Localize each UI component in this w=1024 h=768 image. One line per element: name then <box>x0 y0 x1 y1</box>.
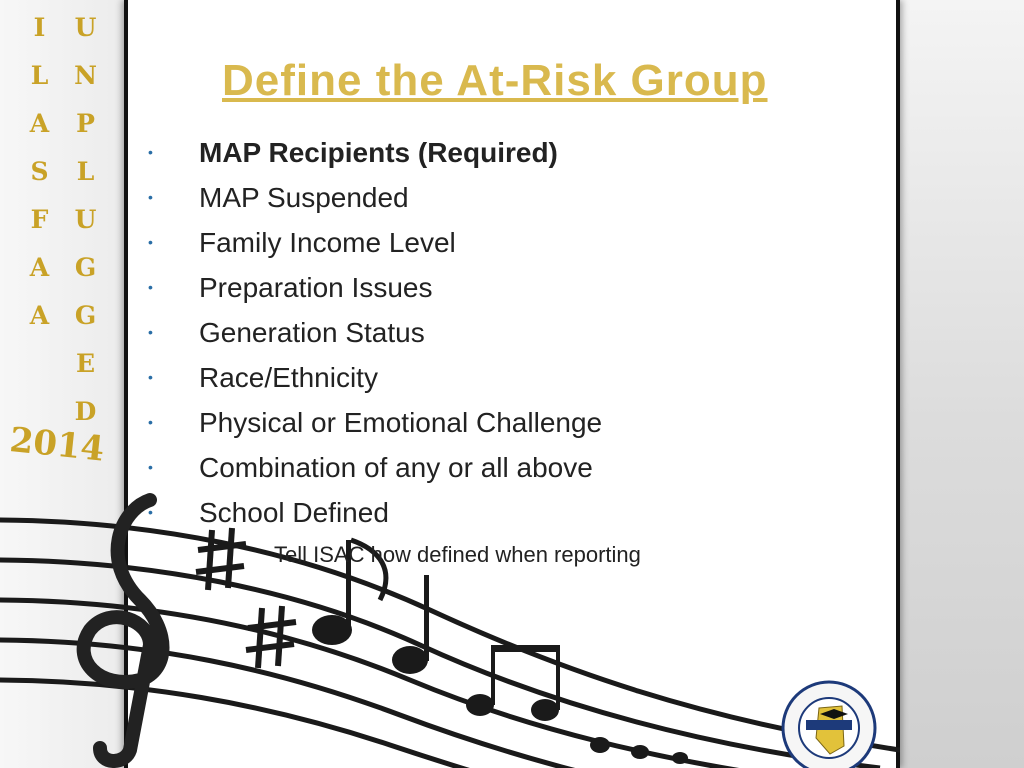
bullet-item <box>144 400 884 445</box>
bullet-dot-icon: • <box>148 324 153 340</box>
bullet-item <box>144 310 884 355</box>
vertical-title-letter: U <box>74 205 98 234</box>
bullet-dot-icon: • <box>148 504 153 520</box>
bullet-dot-icon: • <box>148 144 153 160</box>
vertical-title-unplugged <box>66 4 106 436</box>
vertical-title-letter: U <box>74 13 98 42</box>
bullet-text: Physical or Emotional Challenge <box>199 407 603 438</box>
vertical-title-letter: A <box>29 109 51 138</box>
vertical-title-letter: I <box>33 13 47 42</box>
bullet-text: School Defined <box>199 497 389 528</box>
vertical-title-letter: A <box>29 253 51 282</box>
music-note-icon <box>392 575 429 674</box>
sub-bullet: Tell ISAC how defined when reporting <box>274 542 641 567</box>
bullet-dot-icon: • <box>148 414 153 430</box>
year-label: 2014 <box>7 420 107 470</box>
ilasfaa-logo <box>762 676 896 768</box>
bullet-dot-icon: • <box>148 279 153 295</box>
bullet-text: Family Income Level <box>199 227 456 258</box>
vertical-title-letter: L <box>76 157 96 186</box>
vertical-title-letter: S <box>30 157 50 186</box>
vertical-title-letter: G <box>74 301 98 330</box>
bullet-list <box>144 130 884 535</box>
slide-title: Define the At-Risk Group <box>222 56 768 105</box>
treble-clef-icon <box>84 500 163 761</box>
bullet-item <box>144 265 884 310</box>
vertical-title-letter: E <box>75 349 97 378</box>
vertical-title-letter: F <box>30 205 50 234</box>
bullet-text: Preparation Issues <box>199 272 433 303</box>
bullet-dot-icon: • <box>148 369 153 385</box>
music-note-icon <box>590 737 688 764</box>
vertical-title-ilasfaa <box>20 4 60 340</box>
bullet-item <box>144 355 884 400</box>
right-decorative-panel <box>900 0 1024 768</box>
vertical-title-letter: D <box>74 397 98 426</box>
bullet-text: MAP Suspended <box>199 182 409 213</box>
bullet-text: Generation Status <box>199 317 425 348</box>
vertical-title-letter: L <box>30 61 50 90</box>
vertical-title-letter: N <box>74 61 98 90</box>
bullet-text: MAP Recipients (Required) <box>199 137 558 168</box>
bullet-item <box>144 175 884 220</box>
bullet-text: Race/Ethnicity <box>199 362 378 393</box>
bullet-item <box>144 220 884 265</box>
vertical-title-letter: G <box>74 253 98 282</box>
bullet-item <box>144 130 884 175</box>
bullet-text: Combination of any or all above <box>199 452 593 483</box>
bullet-dot-icon: • <box>148 234 153 250</box>
bullet-dot-icon: • <box>148 459 153 475</box>
bullet-dot-icon: • <box>148 189 153 205</box>
vertical-title-letter: A <box>29 301 51 330</box>
vertical-title-letter: P <box>76 109 96 138</box>
